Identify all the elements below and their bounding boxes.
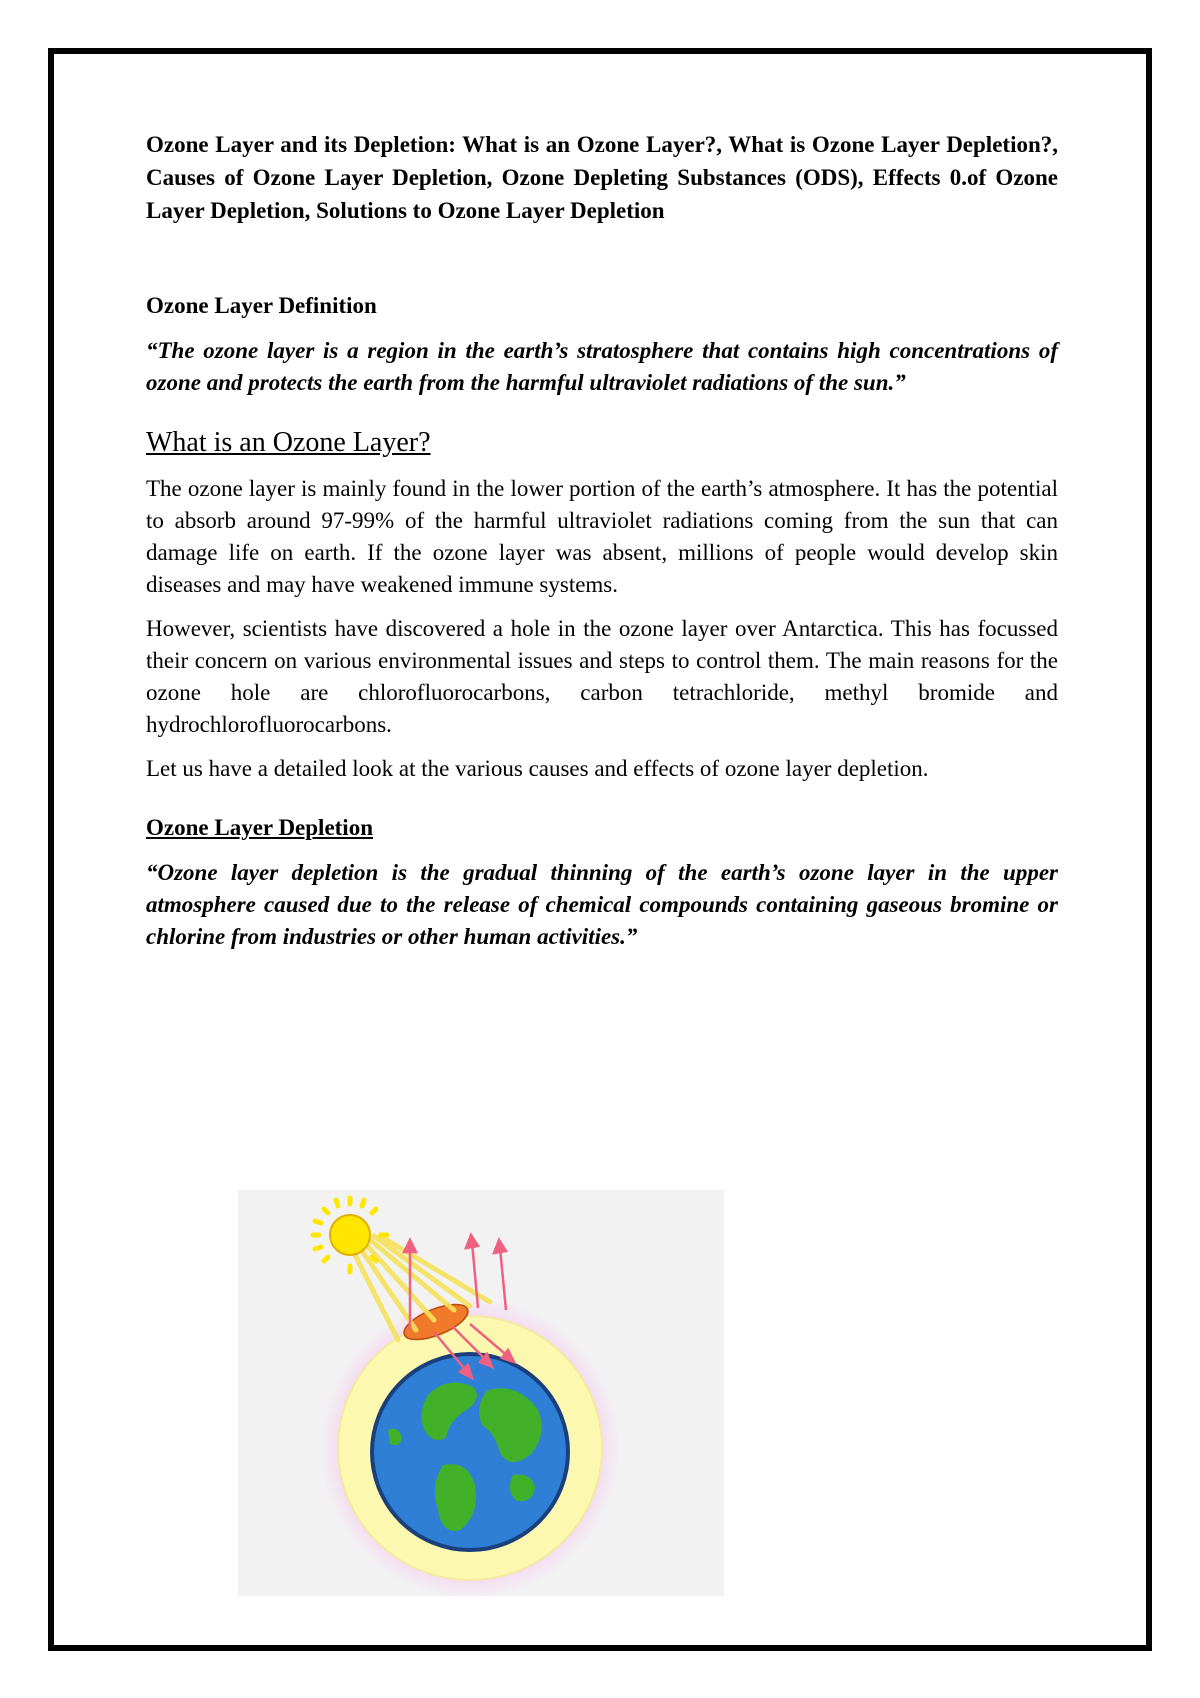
definition-heading: Ozone Layer Definition: [146, 293, 377, 318]
ozone-layer-definition-quote: “The ozone layer is a region in the earth’s stratosphere that contains high concentrations of ozone and protects the earth from the harmful ultraviolet radiations of the sun.”: [146, 338, 1058, 395]
paragraph: However, scientists have discovered a hole in the ozone layer over Antarctica. This has focussed their concern on various environmental issues and steps to control them. The main reasons for the ozone hole are chlorofluorocarbons, carbon tetrachloride, methyl bromide and hydrochlorofluorocarbons.: [146, 616, 1058, 737]
depletion-heading: Ozone Layer Depletion: [146, 815, 373, 840]
paragraph: The ozone layer is mainly found in the lower portion of the earth’s atmosphere. It has the potential to absorb around 97-99% of the harmful ultraviolet radiations coming from the sun that can damage life on earth. If the ozone layer was absent, millions of people would develop skin diseases and may have weakened immune systems.: [146, 476, 1058, 597]
document-title: Ozone Layer and its Depletion: What is an Ozone Layer?, What is Ozone Layer Depletion?, Causes of Ozone Layer Depletion, Ozone Depleting Substances (ODS), Effects 0.of Ozone Layer Depletion, Solutions to Ozone Layer Depletion: [146, 132, 1058, 223]
what-is-heading: What is an Ozone Layer?: [146, 427, 431, 458]
paragraph: Let us have a detailed look at the various causes and effects of ozone layer depletion.: [146, 756, 929, 781]
ozone-depletion-definition-quote: “Ozone layer depletion is the gradual thinning of the earth’s ozone layer in the upper atmosphere caused due to the release of chemical compounds containing gaseous bromine or chlorine from industries or other human activities.”: [146, 860, 1058, 949]
earth-globe: [372, 1354, 568, 1550]
ozone-depletion-illustration: [238, 1190, 724, 1596]
document-body: [146, 128, 1058, 953]
ozone-illustration-svg: [238, 1190, 724, 1596]
